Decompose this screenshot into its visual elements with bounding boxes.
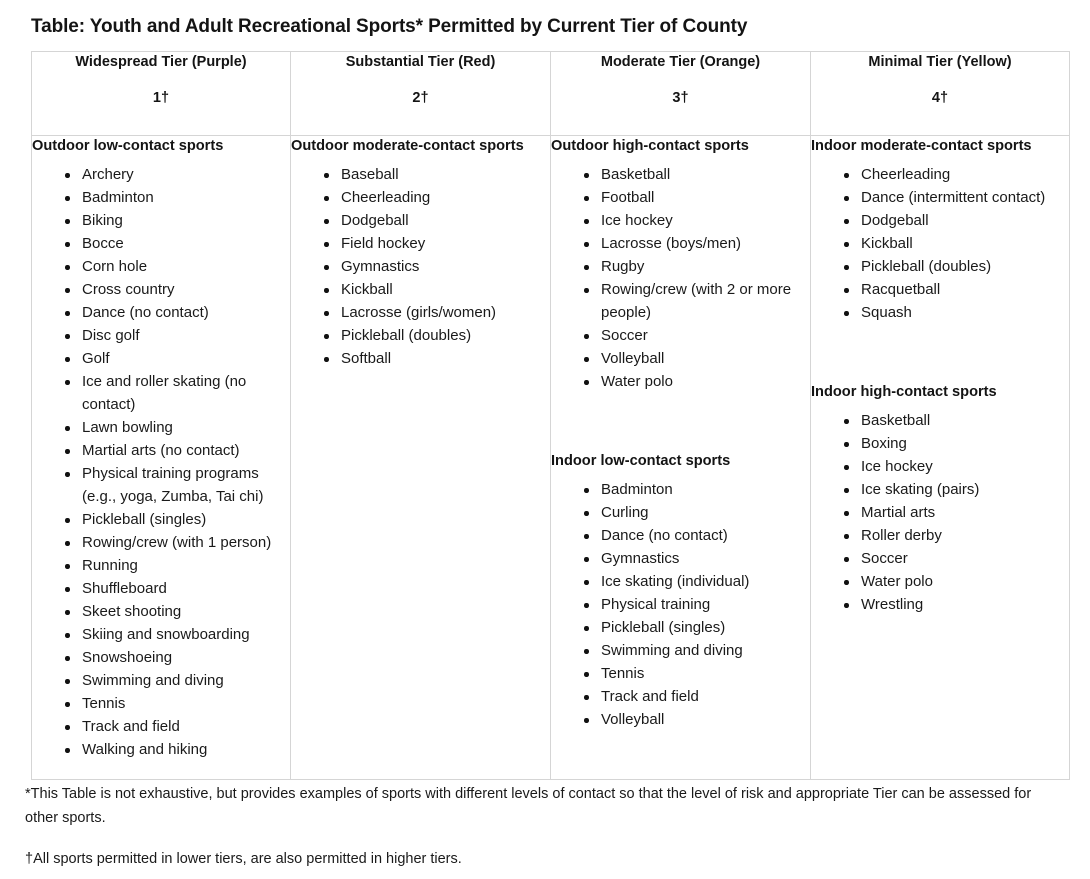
list-item: Biking — [64, 209, 290, 232]
list-item: Gymnastics — [583, 547, 810, 570]
column-header-substantial — [291, 52, 551, 136]
list-item: Track and field — [583, 685, 810, 708]
list-item: Pickleball (singles) — [583, 616, 810, 639]
sport-section — [811, 382, 1069, 616]
list-item: Water polo — [583, 370, 810, 393]
list-item: Skeet shooting — [64, 600, 290, 623]
list-item: Soccer — [583, 324, 810, 347]
table-header — [32, 52, 1070, 136]
list-item: Field hockey — [323, 232, 550, 255]
list-item: Kickball — [323, 278, 550, 301]
list-item: Dance (no contact) — [64, 301, 290, 324]
sport-list — [811, 409, 1069, 616]
sport-section — [811, 136, 1069, 324]
list-item: Skiing and snowboarding — [64, 623, 290, 646]
list-item: Cheerleading — [843, 163, 1069, 186]
list-item: Shuffleboard — [64, 577, 290, 600]
list-item: Lacrosse (boys/men) — [583, 232, 810, 255]
table-body — [32, 136, 1070, 780]
list-item: Bocce — [64, 232, 290, 255]
list-item: Water polo — [843, 570, 1069, 593]
sport-list — [811, 163, 1069, 324]
footnotes — [25, 782, 1065, 871]
tier-number-label: 2† — [412, 90, 429, 106]
list-item: Volleyball — [583, 708, 810, 731]
tier-cell-widespread — [32, 136, 291, 780]
sport-section-heading: Indoor high-contact sports — [811, 384, 997, 400]
list-item: Ice hockey — [583, 209, 810, 232]
list-item: Roller derby — [843, 524, 1069, 547]
sport-section-heading: Outdoor moderate-contact sports — [291, 138, 524, 154]
list-item: Running — [64, 554, 290, 577]
column-header-moderate — [551, 52, 811, 136]
list-item: Corn hole — [64, 255, 290, 278]
list-item: Wrestling — [843, 593, 1069, 616]
sport-section-heading: Outdoor low-contact sports — [32, 138, 224, 154]
sport-list — [32, 163, 290, 761]
list-item: Pickleball (singles) — [64, 508, 290, 531]
list-item: Kickball — [843, 232, 1069, 255]
list-item: Badminton — [583, 478, 810, 501]
tier-name-label: Substantial Tier (Red) — [345, 54, 496, 70]
list-item: Lawn bowling — [64, 416, 290, 439]
list-item: Squash — [843, 301, 1069, 324]
list-item: Rowing/crew (with 2 or more people) — [583, 278, 810, 324]
list-item: Rugby — [583, 255, 810, 278]
sport-section — [32, 136, 290, 761]
list-item: Boxing — [843, 432, 1069, 455]
list-item: Ice skating (pairs) — [843, 478, 1069, 501]
list-item: Swimming and diving — [583, 639, 810, 662]
list-item: Baseball — [323, 163, 550, 186]
sport-section-heading: Indoor low-contact sports — [551, 453, 731, 469]
list-item: Football — [583, 186, 810, 209]
sport-list — [551, 478, 810, 731]
tier-cell-substantial — [291, 136, 551, 780]
list-item: Volleyball — [583, 347, 810, 370]
list-item: Swimming and diving — [64, 669, 290, 692]
list-item: Softball — [323, 347, 550, 370]
list-item: Archery — [64, 163, 290, 186]
sport-section-heading: Outdoor high-contact sports — [551, 138, 749, 154]
list-item: Cheerleading — [323, 186, 550, 209]
list-item: Pickleball (doubles) — [843, 255, 1069, 278]
list-item: Dodgeball — [843, 209, 1069, 232]
list-item: Racquetball — [843, 278, 1069, 301]
list-item: Lacrosse (girls/women) — [323, 301, 550, 324]
list-item: Tennis — [64, 692, 290, 715]
list-item: Martial arts — [843, 501, 1069, 524]
tier-sports-table — [31, 51, 1070, 780]
list-item: Gymnastics — [323, 255, 550, 278]
sport-list — [291, 163, 550, 370]
list-item: Ice skating (individual) — [583, 570, 810, 593]
footnote-asterisk: *This Table is not exhaustive, but provides examples of sports with different levels of contact so that the level of risk and appropriate Tier can be assessed for other sports. — [25, 786, 1032, 826]
list-item: Cross country — [64, 278, 290, 301]
list-item: Dodgeball — [323, 209, 550, 232]
list-item: Rowing/crew (with 1 person) — [64, 531, 290, 554]
column-header-minimal — [811, 52, 1070, 136]
list-item: Pickleball (doubles) — [323, 324, 550, 347]
sport-section — [551, 451, 810, 731]
list-item: Physical training — [583, 593, 810, 616]
sport-list — [551, 163, 810, 393]
list-item: Martial arts (no contact) — [64, 439, 290, 462]
sport-section-heading: Indoor moderate-contact sports — [811, 138, 1032, 154]
list-item: Curling — [583, 501, 810, 524]
table-header-row — [32, 52, 1070, 136]
list-item: Dance (no contact) — [583, 524, 810, 547]
list-item: Ice and roller skating (no contact) — [64, 370, 290, 416]
tier-number-label: 4† — [931, 90, 949, 106]
list-item: Ice hockey — [843, 455, 1069, 478]
tier-cell-moderate — [551, 136, 811, 780]
list-item: Basketball — [843, 409, 1069, 432]
tier-name-label: Widespread Tier (Purple) — [75, 54, 247, 70]
footnote-dagger: †All sports permitted in lower tiers, are also permitted in higher tiers. — [25, 851, 462, 867]
tier-name-label: Moderate Tier (Orange) — [600, 54, 761, 70]
sport-section — [291, 136, 550, 370]
list-item: Dance (intermittent contact) — [843, 186, 1069, 209]
tier-number-label: 3† — [672, 90, 689, 106]
tier-name-label: Minimal Tier (Yellow) — [868, 54, 1012, 70]
list-item: Soccer — [843, 547, 1069, 570]
list-item: Tennis — [583, 662, 810, 685]
list-item: Disc golf — [64, 324, 290, 347]
table-row — [32, 136, 1070, 780]
list-item: Track and field — [64, 715, 290, 738]
list-item: Physical training programs (e.g., yoga, Zumba, Tai chi) — [64, 462, 290, 508]
list-item: Snowshoeing — [64, 646, 290, 669]
list-item: Basketball — [583, 163, 810, 186]
sport-section — [551, 136, 810, 393]
tier-cell-minimal — [811, 136, 1070, 780]
column-header-widespread — [32, 52, 291, 136]
list-item: Walking and hiking — [64, 738, 290, 761]
list-item: Badminton — [64, 186, 290, 209]
list-item: Golf — [64, 347, 290, 370]
page-title: Table: Youth and Adult Recreational Sports* Permitted by Current Tier of County — [31, 16, 748, 37]
tier-number-label: 1† — [152, 90, 170, 106]
